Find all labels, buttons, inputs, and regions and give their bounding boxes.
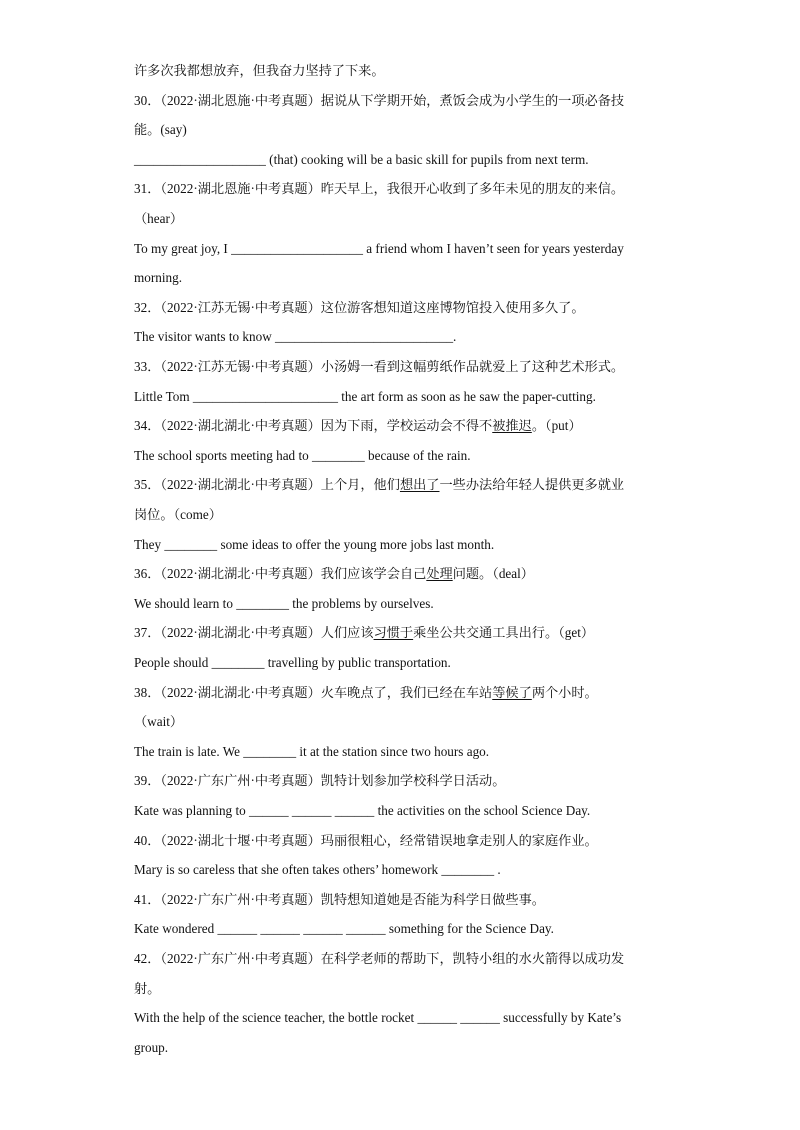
text-line	[134, 772, 505, 790]
text-line	[134, 950, 624, 968]
text-line	[134, 624, 594, 642]
text-segment: 36．（2022·湖北湖北·中考真题）我们应该学会自己	[134, 566, 427, 582]
text-line	[134, 328, 456, 346]
text-line	[134, 654, 451, 672]
text-segment: 。（put）	[531, 418, 582, 434]
text-segment: 一些办法给年轻人提供更多就业	[439, 477, 625, 493]
text-segment: （wait）	[134, 714, 184, 730]
text-line	[134, 240, 624, 258]
text-line	[134, 1039, 168, 1057]
text-segment: morning.	[134, 270, 182, 286]
text-line	[134, 447, 471, 465]
text-segment: 岗位。（come）	[134, 507, 222, 522]
text-line	[134, 832, 598, 850]
text-segment: 30．（2022·湖北恩施·中考真题）据说从下学期开始，煮饭会成为小学生的一项必备技	[134, 92, 625, 108]
text-line	[134, 1009, 621, 1027]
text-segment: 问题。（deal）	[452, 566, 534, 582]
text-segment: 33．（2022·江苏无锡·中考真题）小汤姆一看到这幅剪纸作品就爱上了这种艺术形式。	[134, 359, 625, 374]
text-line	[134, 358, 624, 376]
text-line	[134, 920, 554, 938]
text-line	[134, 417, 582, 435]
text-line	[134, 743, 489, 761]
text-segment: ____________________ (that) cooking will be a basic skill for pupils from next term.	[134, 151, 589, 167]
text-segment: （hear）	[134, 211, 184, 226]
text-segment: 35．（2022·湖北湖北·中考真题）上个月，他们	[134, 477, 400, 493]
text-line	[134, 476, 624, 494]
underlined-phrase: 处理	[426, 566, 453, 582]
text-segment: The school sports meeting had to ________ because of the rain.	[134, 447, 471, 463]
text-line	[134, 62, 385, 80]
text-segment: With the help of the science teacher, the bottle rocket ______ ______ successfully by Kate’s	[134, 1010, 622, 1026]
text-segment: The train is late. We ________ it at the station since two hours ago.	[134, 743, 490, 759]
text-segment: The visitor wants to know ___________________________.	[134, 329, 457, 345]
text-line	[134, 980, 160, 998]
text-segment: Mary is so careless that she often takes others’ homework ________ .	[134, 862, 501, 878]
underlined-phrase: 习惯于	[373, 625, 414, 641]
text-line	[134, 180, 624, 198]
underlined-phrase: 被推迟	[492, 418, 532, 434]
text-line	[134, 121, 187, 139]
text-segment: 42．（2022·广东广州·中考真题）在科学老师的帮助下，凯特小组的水火箭得以成功发	[134, 951, 625, 966]
text-line	[134, 861, 501, 879]
text-line	[134, 684, 598, 702]
text-segment: 34．（2022·湖北湖北·中考真题）因为下雨，学校运动会不得不	[134, 418, 493, 434]
text-segment: 37．（2022·湖北湖北·中考真题）人们应该	[134, 625, 374, 641]
text-line	[134, 299, 585, 317]
text-line	[134, 92, 624, 110]
text-segment: 能。(say)	[134, 122, 187, 138]
text-line	[134, 565, 534, 583]
text-line	[134, 269, 182, 287]
underlined-phrase: 等候了	[492, 684, 532, 700]
text-segment: 40．（2022·湖北十堰·中考真题）玛丽很粗心，经常错误地拿走别人的家庭作业。	[134, 832, 598, 848]
text-line	[134, 891, 545, 909]
underlined-phrase: 想出了	[399, 477, 440, 493]
text-segment: 41．（2022·广东广州·中考真题）凯特想知道她是否能为科学日做些事。	[134, 891, 545, 907]
text-segment: 乘坐公共交通工具出行。（get）	[413, 625, 595, 641]
text-segment: 31．（2022·湖北恩施·中考真题）昨天早上，我很开心收到了多年未见的朋友的来信。	[134, 181, 625, 197]
text-segment: group.	[134, 1039, 169, 1055]
text-line	[134, 713, 183, 731]
text-line	[134, 388, 596, 406]
text-line	[134, 802, 590, 820]
text-line	[134, 595, 434, 613]
text-segment: Little Tom ______________________ the art form as soon as he saw the paper-cutting.	[134, 388, 596, 404]
text-segment: To my great joy, I ____________________ a friend whom I haven’t seen for years yesterday	[134, 240, 624, 256]
text-segment: 38．（2022·湖北湖北·中考真题）火车晚点了，我们已经在车站	[134, 684, 493, 700]
text-segment: 32．（2022·江苏无锡·中考真题）这位游客想知道这座博物馆投入使用多久了。	[134, 299, 585, 315]
text-line	[134, 151, 589, 169]
text-segment: Kate wondered ______ ______ ______ ______ something for the Science Day.	[134, 921, 554, 937]
text-segment: Kate was planning to ______ ______ ______ the activities on the school Science Day.	[134, 803, 591, 818]
text-segment: 射。	[134, 980, 161, 996]
text-segment: 39．（2022·广东广州·中考真题）凯特计划参加学校科学日活动。	[134, 773, 506, 789]
text-line	[134, 506, 222, 524]
text-segment: People should ________ travelling by public transportation.	[134, 655, 451, 670]
text-line	[134, 536, 494, 554]
text-segment: 许多次我都想放弃，但我奋力坚持了下来。	[134, 63, 385, 78]
text-segment: 两个小时。	[531, 684, 598, 700]
text-segment: We should learn to ________ the problems by ourselves.	[134, 595, 434, 611]
text-segment: They ________ some ideas to offer the young more jobs last month.	[134, 536, 495, 552]
text-line	[134, 210, 183, 228]
